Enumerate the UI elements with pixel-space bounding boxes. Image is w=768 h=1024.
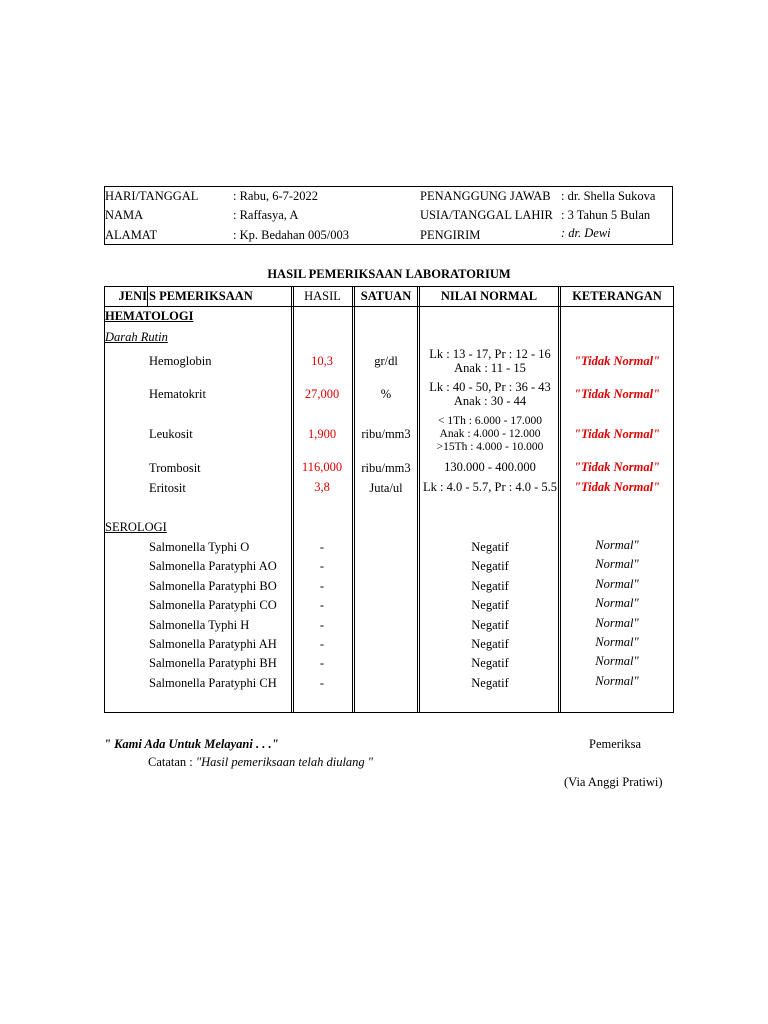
- serologi-normal-value: Negatif: [471, 579, 509, 593]
- test-unit: gr/dl: [374, 354, 398, 368]
- test-unit: %: [380, 387, 392, 401]
- test-name: Leukosit: [149, 427, 193, 441]
- serologi-test-name: Salmonella Paratyphi AO: [149, 559, 277, 573]
- serologi-status: Normal": [595, 557, 639, 571]
- serologi-test-result: -: [319, 598, 325, 612]
- catatan: [148, 755, 373, 770]
- serologi-normal-value: Negatif: [471, 540, 509, 554]
- serologi-status: Normal": [595, 616, 639, 630]
- header-jenis-b: S PEMERIKSAAN: [149, 289, 253, 303]
- serologi-test-result: -: [319, 676, 325, 690]
- serologi-test-name: Salmonella Paratyphi AH: [149, 637, 277, 651]
- test-result: 27,000: [304, 387, 340, 401]
- serologi-normal-value: Negatif: [471, 559, 509, 573]
- test-unit: ribu/mm3: [361, 461, 411, 475]
- serologi-test-name: Salmonella Paratyphi BH: [149, 656, 277, 670]
- serologi-status: Normal": [595, 674, 639, 688]
- header-satuan: SATUAN: [360, 289, 412, 303]
- lab-title: HASIL PEMERIKSAAN LABORATORIUM: [267, 267, 511, 281]
- serologi-test-result: -: [319, 656, 325, 670]
- pemeriksa-label: Pemeriksa: [589, 737, 642, 751]
- normal-range-line: Anak : 4.000 - 12.000: [439, 428, 541, 440]
- normal-range-line: Lk : 13 - 17, Pr : 12 - 16: [429, 347, 551, 361]
- age-label: USIA/TANGGAL LAHIR: [420, 208, 553, 222]
- serologi-normal-value: Negatif: [471, 618, 509, 632]
- normal-range-line: Lk : 4.0 - 5.7, Pr : 4.0 - 5.5: [422, 480, 558, 494]
- name-value: : Raffasya, A: [233, 208, 299, 222]
- test-name: Eritosit: [149, 481, 186, 495]
- serologi-status: Normal": [595, 654, 639, 668]
- serologi-test-result: -: [319, 637, 325, 651]
- normal-range-line: >15Th : 4.000 - 10.000: [436, 441, 544, 453]
- test-name: Trombosit: [149, 461, 201, 475]
- serologi-status: Normal": [595, 596, 639, 610]
- serologi-test-name: Salmonella Paratyphi BO: [149, 579, 277, 593]
- serologi-status: Normal": [595, 635, 639, 649]
- normal-range-line: 130.000 - 400.000: [444, 460, 536, 474]
- test-result: 10,3: [311, 354, 333, 368]
- serologi-test-result: -: [319, 540, 325, 554]
- catatan-label: Catatan :: [148, 755, 196, 769]
- serologi-normal-value: Negatif: [471, 637, 509, 651]
- catatan-value: "Hasil pemeriksaan telah diulang ": [195, 755, 374, 769]
- test-unit: Juta/ul: [369, 481, 403, 495]
- age-value: : 3 Tahun 5 Bulan: [561, 208, 651, 222]
- subsection-darah-rutin: Darah Rutin: [105, 330, 168, 344]
- status-abnormal: "Tidak Normal": [574, 354, 660, 368]
- test-name: Hematokrit: [149, 387, 206, 401]
- test-name: Hemoglobin: [149, 354, 212, 368]
- test-result: 3,8: [314, 480, 330, 494]
- serologi-test-result: -: [319, 579, 325, 593]
- test-unit: ribu/mm3: [361, 427, 411, 441]
- address-label: ALAMAT: [105, 228, 158, 242]
- serologi-test-result: -: [319, 618, 325, 632]
- serologi-normal-value: Negatif: [471, 598, 509, 612]
- sender-label: PENGIRIM: [420, 228, 481, 242]
- normal-range-line: Lk : 40 - 50, Pr : 36 - 43: [429, 380, 551, 394]
- signer-name: (Via Anggi Pratiwi): [564, 775, 663, 789]
- pj-label: PENANGGUNG JAWAB: [420, 189, 551, 203]
- normal-range-line: < 1Th : 6.000 - 17.000: [438, 415, 542, 427]
- section-serologi: SEROLOGI: [105, 520, 167, 534]
- day-label: HARI/TANGGAL: [105, 189, 199, 203]
- header-divider: [104, 306, 674, 307]
- name-label: NAMA: [105, 208, 144, 222]
- serologi-normal-value: Negatif: [471, 676, 509, 690]
- section-hematologi: HEMATOLOGI: [105, 309, 194, 323]
- serologi-test-result: -: [319, 559, 325, 573]
- pj-value: : dr. Shella Sukova: [561, 189, 656, 203]
- slogan: " Kami Ada Untuk Melayani . . .": [104, 737, 279, 751]
- address-value: : Kp. Bedahan 005/003: [233, 228, 349, 242]
- day-value: : Rabu, 6-7-2022: [233, 189, 319, 203]
- test-result: 116,000: [301, 460, 343, 474]
- header-nilai-normal: NILAI NORMAL: [440, 289, 538, 303]
- serologi-test-name: Salmonella Typhi O: [149, 540, 250, 554]
- normal-range-line: Anak : 30 - 44: [453, 394, 527, 408]
- test-result: 1,900: [307, 427, 337, 441]
- header-jenis-a: JENI: [118, 289, 147, 303]
- serologi-normal-value: Negatif: [471, 656, 509, 670]
- header-hasil: HASIL: [304, 289, 341, 303]
- sender-value: : dr. Dewi: [561, 226, 611, 240]
- serologi-test-name: Salmonella Typhi H: [149, 618, 250, 632]
- serologi-test-name: Salmonella Paratyphi CO: [149, 598, 277, 612]
- normal-range-line: Anak : 11 - 15: [454, 361, 526, 375]
- serologi-test-name: Salmonella Paratyphi CH: [149, 676, 277, 690]
- status-abnormal: "Tidak Normal": [574, 480, 660, 494]
- serologi-status: Normal": [595, 538, 639, 552]
- status-abnormal: "Tidak Normal": [574, 460, 660, 474]
- status-abnormal: "Tidak Normal": [574, 387, 660, 401]
- col-divider-jenis-split: [147, 286, 148, 307]
- col-divider-satuan: [352, 286, 355, 713]
- header-keterangan: KETERANGAN: [572, 289, 662, 303]
- status-abnormal: "Tidak Normal": [574, 427, 660, 441]
- serologi-status: Normal": [595, 577, 639, 591]
